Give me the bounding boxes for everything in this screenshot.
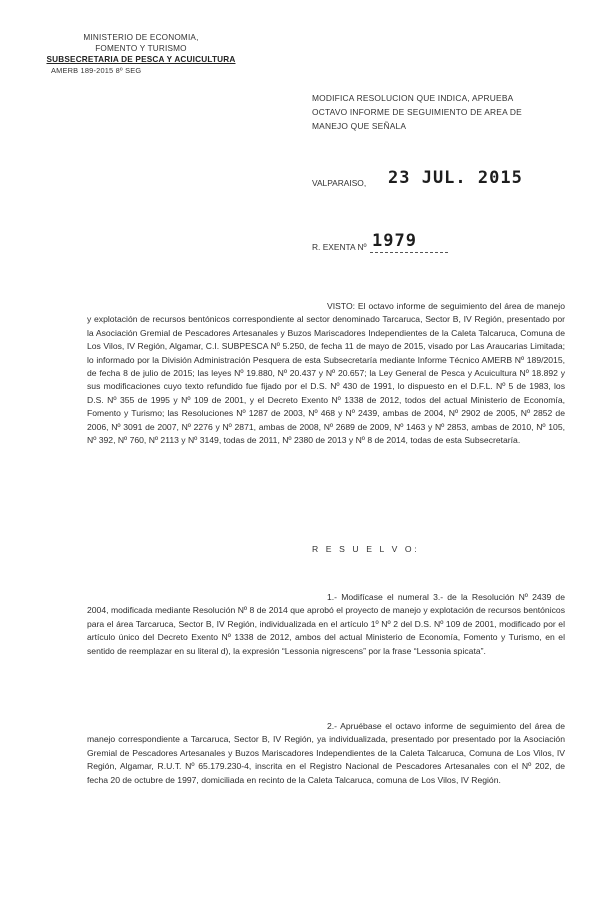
point-1-paragraph: 1.- Modifícase el numeral 3.- de la Resolución Nº 2439 de 2004, modificada mediante Resolución Nº 8 de 2014 que aprobó el proyecto de manejo y explotación de recursos bentónicos para el área Tarcaruca, Sector B, IV Región, individualizada en el artículo 1º Nº 2 del D.S. Nº 109 de 2001, modificado por el artículo único del Decreto Exento Nº 1338 de 2012, ambos del actual Ministerio de Economía, Fomento y Turismo, en el sentido de reemplazar en su literal d), la expresión “Lessonia nigrescens” por la frase “Lessonia spicata”. bbox=[87, 592, 565, 656]
subject-line-2: OCTAVO INFORME DE SEGUIMIENTO DE AREA DE bbox=[312, 107, 522, 117]
visto-paragraph: VISTO: El octavo informe de seguimiento del área de manejo y explotación de recursos bentónicos correspondiente al sector denominado Tarcaruca, Sector B, IV Región, presentado por la Asociación Gremial de Pescadores Artesanales y Buzos Mariscadores Independientes de la Caleta Talcaruca, Comuna de Los Vilos, IV Región, Algamar, C.I. SUBPESCA Nº 5.250, de fecha 11 de mayo de 2015, visado por Las Araucarias Limitada; lo informado por la División Administración Pesquera de esta Subsecretaría mediante Informe Técnico AMERB Nº 189/2015, de fecha 8 de julio de 2015; las leyes Nº 19.880, Nº 20.437 y Nº 20.657; la Ley General de Pesca y Acuicultura Nº 18.892 y sus modificaciones cuyo texto refundido fue fijado por el D.S. Nº 430 de 1991, lo dispuesto en el D.F.L. Nº 5 de 1983, los D.S. Nº 355 de 1995 y Nº 109 de 2001, y el Decreto Exento Nº 1338 de 2012, todos del actual Ministerio de Economía, Fomento y Turismo; las Resoluciones Nº 1287 de 2003, Nº 468 y Nº 2439, ambas de 2004, Nº 2902 de 2005, Nº 2852 de 2006, Nº 3091 de 2007, Nº 2276 y Nº 2871, ambas de 2008, Nº 2689 de 2009, Nº 1463 y Nº 2853, ambas de 2010, Nº 105, Nº 392, Nº 760, Nº 2113 y Nº 3149, todas de 2011, Nº 2380 de 2013 y Nº 8 de 2014, todas de esta Subsecretaría. bbox=[87, 301, 565, 446]
date-stamp: 23 JUL. 2015 bbox=[388, 168, 523, 188]
reference-code: AMERB 189-2015 8º SEG bbox=[51, 66, 142, 75]
resolution-point-1 bbox=[87, 591, 565, 658]
exenta-number: 1979 bbox=[372, 231, 417, 251]
subsecretaria-line: SUBSECRETARIA DE PESCA Y ACUICULTURA bbox=[46, 55, 236, 64]
point-2-paragraph: 2.- Apruébase el octavo informe de seguimiento del área de manejo correspondiente a Tarcaruca, Sector B, IV Región, ya individualizada, presentado por presentado por la Asociación Gremial de Pescadores Artesanales y Buzos Mariscadores Independientes de la Caleta Talcaruca, Comuna de Los Vilos, IV Región, Algamar, R.U.T. Nº 65.179.230-4, inscrita en el Registro Nacional de Pescadores Artesanales con el Nº 202, de fecha 20 de octubre de 1997, domiciliada en recinto de la Caleta Talcaruca, comuna de Los Vilos, IV Región. bbox=[87, 721, 565, 785]
subject-line-1: MODIFICA RESOLUCION QUE INDICA, APRUEBA bbox=[312, 93, 514, 103]
exenta-underline bbox=[370, 252, 448, 253]
letterhead bbox=[26, 32, 256, 76]
subject-line-3: MANEJO QUE SEÑALA bbox=[312, 121, 407, 131]
place-label: VALPARAISO, bbox=[312, 178, 367, 188]
resolution-point-2 bbox=[87, 720, 565, 787]
ministry-line-1: MINISTERIO DE ECONOMIA, bbox=[83, 33, 199, 42]
subject-block bbox=[312, 91, 562, 133]
visto-section bbox=[87, 300, 565, 447]
ministry-line-2: FOMENTO Y TURISMO bbox=[95, 44, 187, 53]
exenta-label: R. EXENTA Nº bbox=[312, 242, 367, 252]
resuelvo-heading: R E S U E L V O: bbox=[312, 544, 420, 554]
